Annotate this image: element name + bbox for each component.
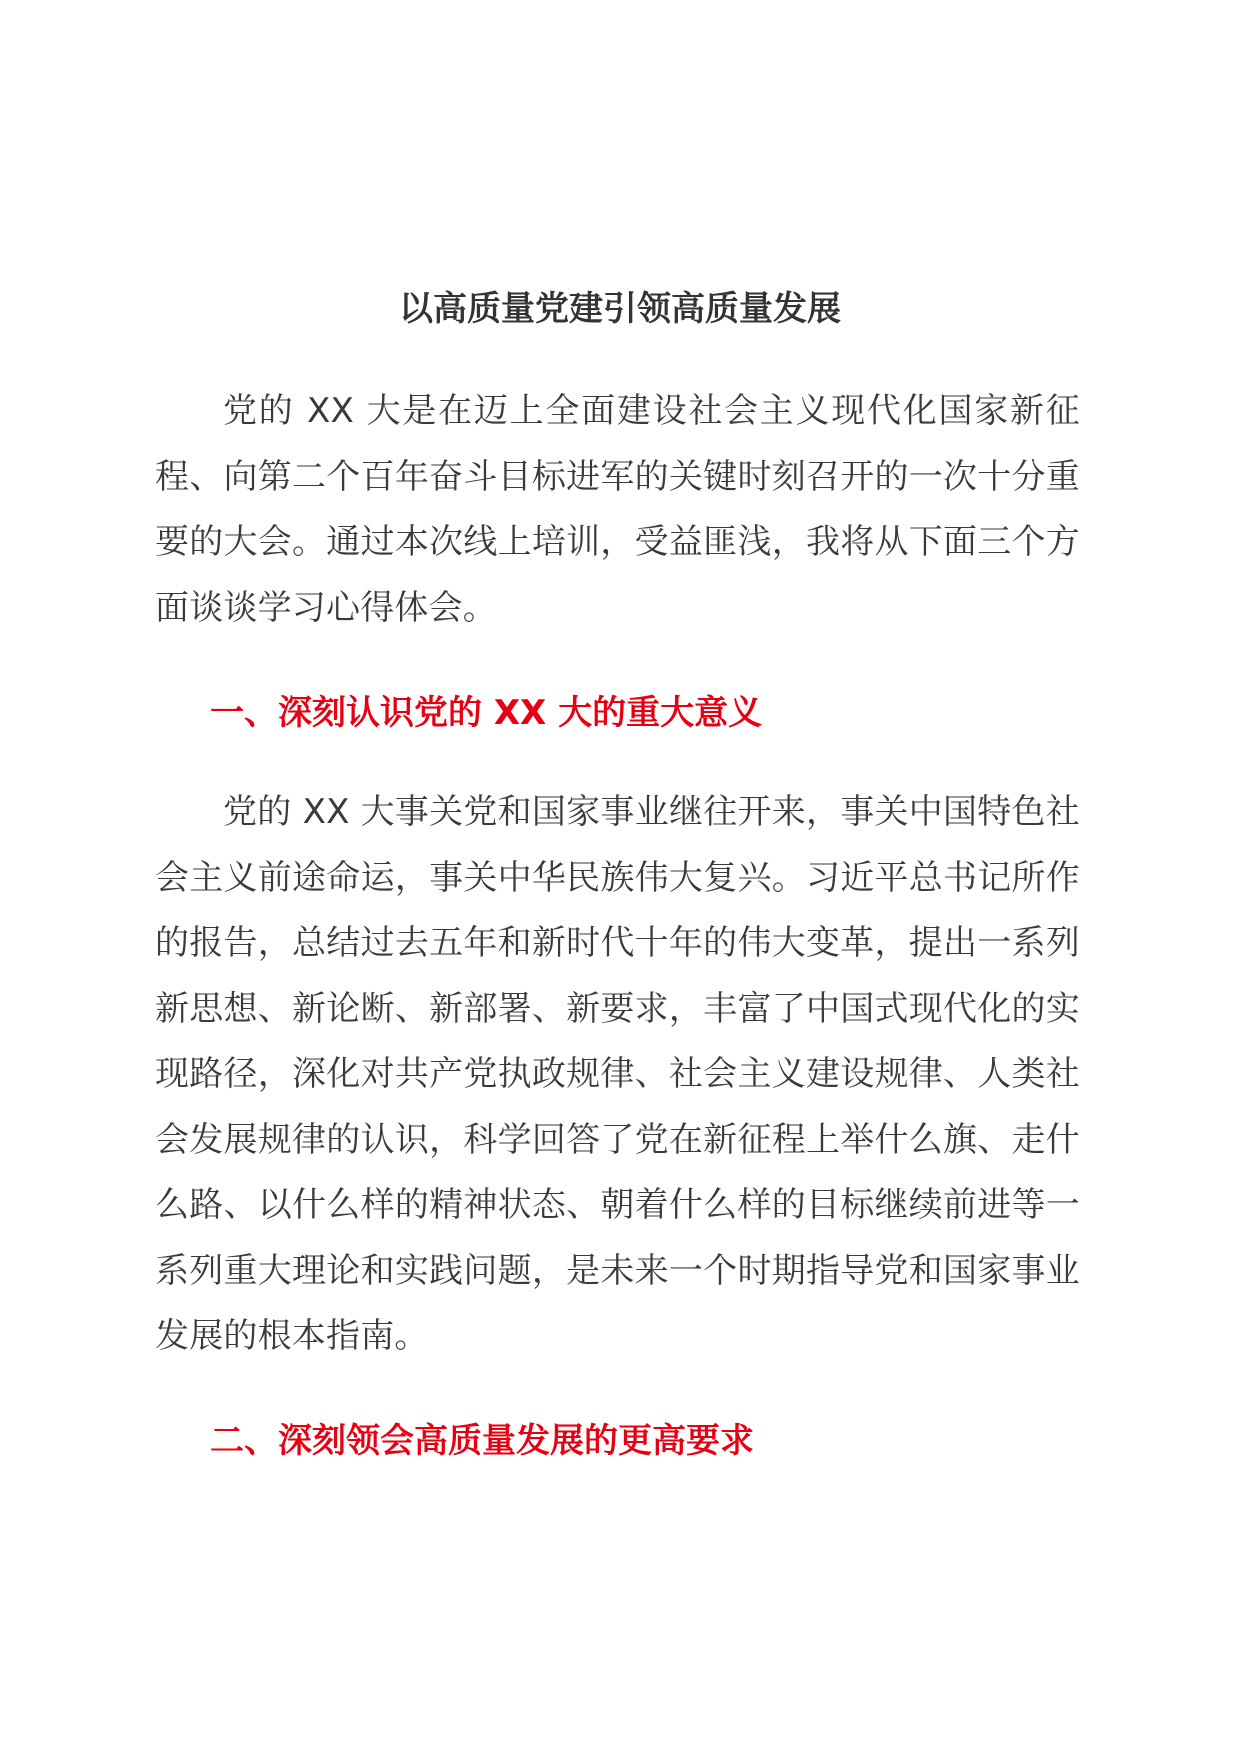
section-heading-1: 一、深刻认识党的 XX 大的重大意义	[210, 693, 763, 733]
section-1-paragraph: 党的 XX 大事关党和国家事业继往开来，事关中国特色社会主义前途命运，事关中华民族伟大复兴。习近平总书记所作的报告，总结过去五年和新时代十年的伟大变革，提出一系列新思想、新论断、新部署、新要求，丰富了中国式现代化的实现路径，深化对共产党执政规律、社会主义建设规律、人类社会发展规律的认识，科学回答了党在新征程上举什么旗、走什么路、以什么样的精神状态、朝着什么样的目标继续前进等一系列重大理论和实践问题，是未来一个时期指导党和国家事业发展的根本指南。	[155, 792, 1080, 1356]
section-heading-2: 二、深刻领会高质量发展的更高要求	[210, 1421, 754, 1461]
document-title: 以高质量党建引领高质量发展	[399, 289, 841, 329]
intro-paragraph: 党的 XX 大是在迈上全面建设社会主义现代化国家新征程、向第二个百年奋斗目标进军的关键时刻召开的一次十分重要的大会。通过本次线上培训，受益匪浅，我将从下面三个方面谈谈学习心得体会。	[155, 391, 1080, 628]
